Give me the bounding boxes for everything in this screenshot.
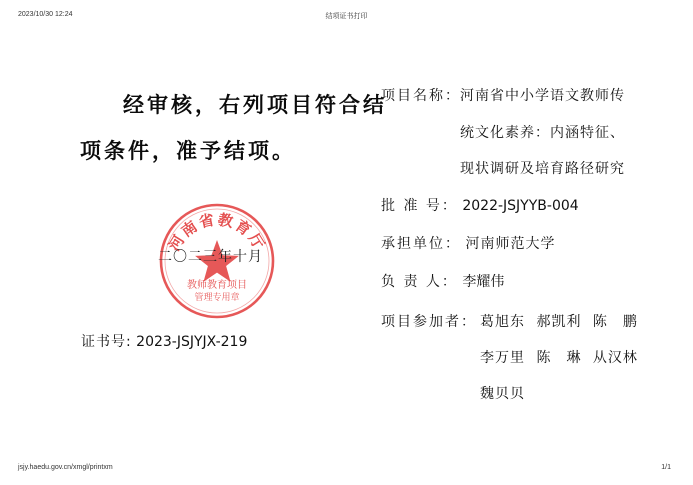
member-name: 陈 琳 <box>536 350 582 366</box>
leader-row <box>381 271 504 291</box>
certificate-number-label: 证书号: <box>81 334 132 350</box>
project-name-line-2: 统文化素养：内涵特征、 <box>460 125 625 141</box>
member-name: 从汉林 <box>592 350 638 366</box>
print-url: jsjy.haedu.gov.cn/xmgl/printxm <box>18 464 113 471</box>
members-label: 项目参加者： <box>381 314 477 330</box>
verdict-line-1: 经审核，右列项目符合结 <box>123 93 387 117</box>
print-datetime: 2023/10/30 12:24 <box>18 11 73 18</box>
print-page-title: 结项证书打印 <box>325 13 368 20</box>
members-line-1 <box>480 311 644 331</box>
seal-bottom-line-1: 教师教育项目 <box>187 280 247 291</box>
project-name-line-1: 河南省中小学语文教师传 <box>460 88 625 104</box>
member-name: 郝凯利 <box>536 314 582 330</box>
seal-top-text: 河南省教育厅 <box>164 210 270 255</box>
issue-date: 二〇二三年十月 <box>158 249 263 265</box>
members-line-3 <box>480 383 531 403</box>
project-name-line-3: 现状调研及培育路径研究 <box>460 161 625 177</box>
member-name: 葛旭东 <box>480 314 525 330</box>
certificate-number <box>81 331 247 351</box>
print-page-number: 1/1 <box>661 464 671 471</box>
unit-name: 河南师范大学 <box>465 236 556 252</box>
member-name: 陈 鹏 <box>592 314 638 330</box>
verdict-text <box>80 82 387 174</box>
unit-label: 承担单位： <box>381 236 461 252</box>
seal-bottom-line-2: 管理专用章 <box>194 293 240 303</box>
project-name-label: 项目名称： <box>381 88 461 104</box>
member-name: 李万里 <box>480 350 525 366</box>
verdict-line-2: 项条件，准予结项。 <box>80 139 296 163</box>
members-line-2 <box>480 347 644 367</box>
certificate-number-value: 2023-JSJYJX-219 <box>136 334 248 350</box>
members-row <box>381 311 477 331</box>
leader-label: 负 责 人： <box>381 274 458 290</box>
project-name-row <box>381 85 461 105</box>
leader-name: 李耀伟 <box>462 274 505 290</box>
member-name: 魏贝贝 <box>480 386 525 402</box>
approval-number: 2022-JSJYYB-004 <box>462 198 579 214</box>
approval-row <box>381 195 579 215</box>
unit-row <box>381 233 555 253</box>
approval-label: 批 准 号： <box>381 198 458 214</box>
